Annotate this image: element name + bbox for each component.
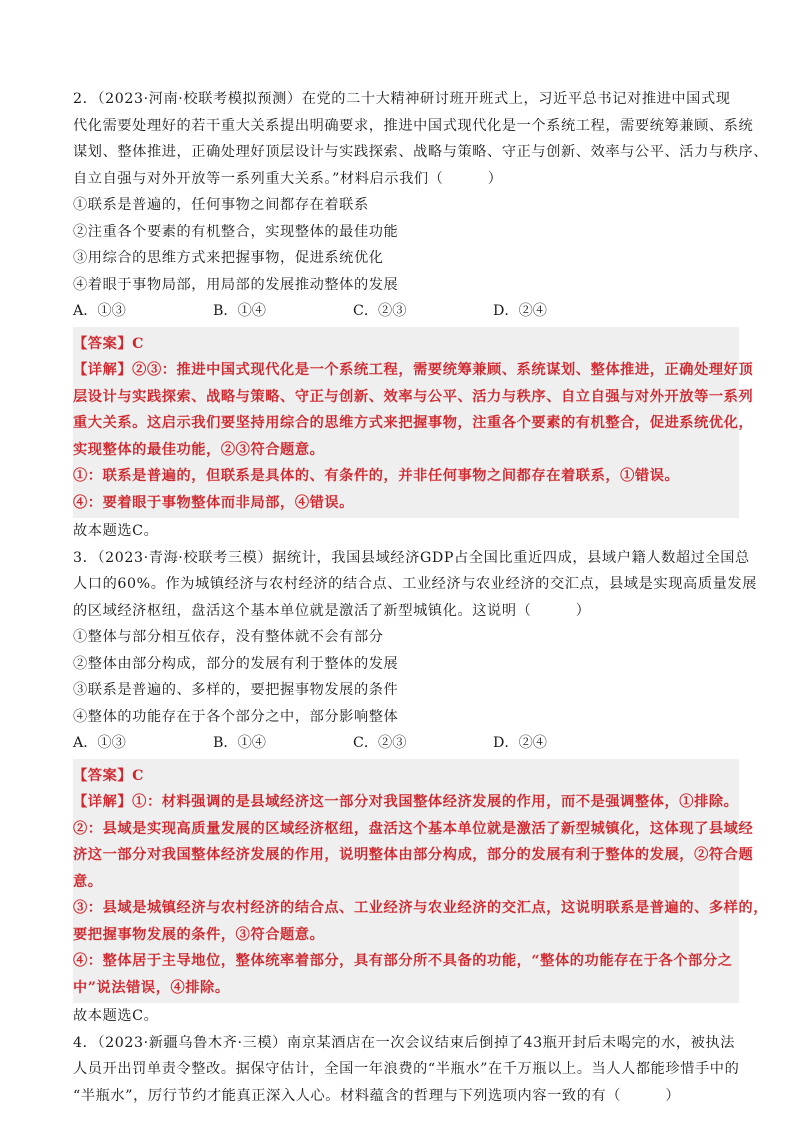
answer-choices [73,298,739,325]
explanation-line: 层设计与实践探索、战略与策略、守正与创新、效率与公平、活力与秩序、自立自强与对外开放等一系列 [73,388,754,405]
question-text-line: 4．（2023·新疆乌鲁木齐·三模）南京某酒店在一次会议结束后倒掉了43瓶开封后未喝完的水，被执法 [73,1034,736,1051]
question-text-line: “半瓶水”，厉行节约才能真正深入人心。材料蕴含的哲理与下列选项内容一致的有（ ） [73,1087,681,1104]
question-text-line: 2．（2023·河南·校联考模拟预测）在党的二十大精神研讨班开班式上，习近平总书记对推进中国式现 [73,91,731,107]
question-2 [73,86,769,545]
choice-c: C．②③ [353,735,407,751]
question-text-line: 人员开出罚单责令整改。据保守估计，全国一年浪费的“半瓶水”在千万瓶以上。当人人都能珍惜手中的 [73,1061,740,1077]
statement-option: ②注重各个要素的有机整合，实现整体的最佳功能 [73,223,399,240]
choice-d: D．②④ [493,303,547,319]
choice-d: D．②④ [493,735,547,751]
answer-label: 【答案】C [73,335,145,352]
answer-block [73,327,754,519]
question-text-line: 谋划、整体推进，正确处理好顶层设计与实践探索、战略与策略、守正与创新、效率与公平、活力与秩序、 [73,144,769,160]
question-text-line: 人口的60%。作为城镇经济与农村经济的结合点、工业经济与农业经济的交汇点，县域是实现高质量发展 [73,576,757,592]
explanation-line: 济这一部分对我国整体经济发展的作用，说明整体由部分构成，部分的发展有利于整体的发展，②符合题 [73,847,754,863]
question-4 [73,1030,739,1110]
question-text-line: 3．（2023·青海·校联考三模）据统计，我国县域经济GDP占全国比重近四成，县域户籍人数超过全国总 [73,549,750,566]
statement-option: ③联系是普遍的、多样的，要把握事物发展的条件 [73,682,399,698]
choice-a: A．①③ [73,303,126,319]
choice-c: C．②③ [353,303,407,319]
explanation-line: ④：整体居于主导地位，整体统率着部分，具有部分所不具备的功能，“整体的功能存在于各个部分之 [73,953,733,969]
choice-b: B．①④ [213,735,266,751]
explanation-line: ①：联系是普遍的，但联系是具体的、有条件的，并非任何事物之间都存在着联系，①错误。 [73,468,680,484]
statement-option: ④着眼于事物局部，用局部的发展推动整体的发展 [73,276,399,293]
answer-block [73,759,769,1004]
choice-a: A．①③ [73,735,126,751]
statement-option: ②整体由部分构成，部分的发展有利于整体的发展 [73,655,399,672]
explanation-line: ③：县域是城镇经济与农村经济的结合点、工业经济与农业经济的交汇点，这说明联系是普遍的、多样的， [73,900,769,916]
explanation-line: 要把握事物发展的条件，③符合题意。 [73,926,325,943]
statement-option: ①联系是普遍的，任何事物之间都存在着联系 [73,197,369,213]
document-page [73,86,769,1109]
question-text-line: 代化需要处理好的若干重大关系提出明确要求，推进中国式现代化是一个系统工程，需要统筹兼顾、系统 [73,117,754,134]
question-text-line: 自立自强与对外开放等一系列重大关系。”材料启示我们（ ） [73,170,503,187]
conclusion-text: 故本题选C。 [73,1008,159,1024]
explanation-line: ④：要着眼于事物整体而非局部，④错误。 [73,494,354,511]
explanation-line: 中”说法错误，④排除。 [73,979,230,996]
question-3 [73,545,769,1030]
explanation-line: 重大关系。这启示我们要坚持用综合的思维方式来把握事物，注重各个要素的有机整合，促进系统优化， [73,415,754,431]
explanation-line: 【详解】②③：推进中国式现代化是一个系统工程，需要统筹兼顾、系统谋划、整体推进，正确处理好顶 [73,362,754,378]
question-text-line: 的区域经济枢纽，盘活这个基本单位就是激活了新型城镇化。这说明（ ） [73,602,591,619]
statement-option: ③用综合的思维方式来把握事物，促进系统优化 [73,250,384,266]
explanation-line: 实现整体的最佳功能，②③符合题意。 [73,441,325,458]
explanation-line: 【详解】①：材料强调的是县域经济这一部分对我国整体经济发展的作用，而不是强调整体，①排除。 [73,794,739,810]
answer-label: 【答案】C [73,767,145,784]
explanation-line: 意。 [73,873,103,890]
conclusion-text: 故本题选C。 [73,523,159,539]
choice-b: B．①④ [213,303,266,319]
answer-choices [73,730,739,757]
explanation-line: ②：县域是实现高质量发展的区域经济枢纽，盘活这个基本单位就是激活了新型城镇化，这体现了县域经 [73,820,754,837]
statement-option: ④整体的功能存在于各个部分之中，部分影响整体 [73,708,399,725]
statement-option: ①整体与部分相互依存，没有整体就不会有部分 [73,629,384,645]
